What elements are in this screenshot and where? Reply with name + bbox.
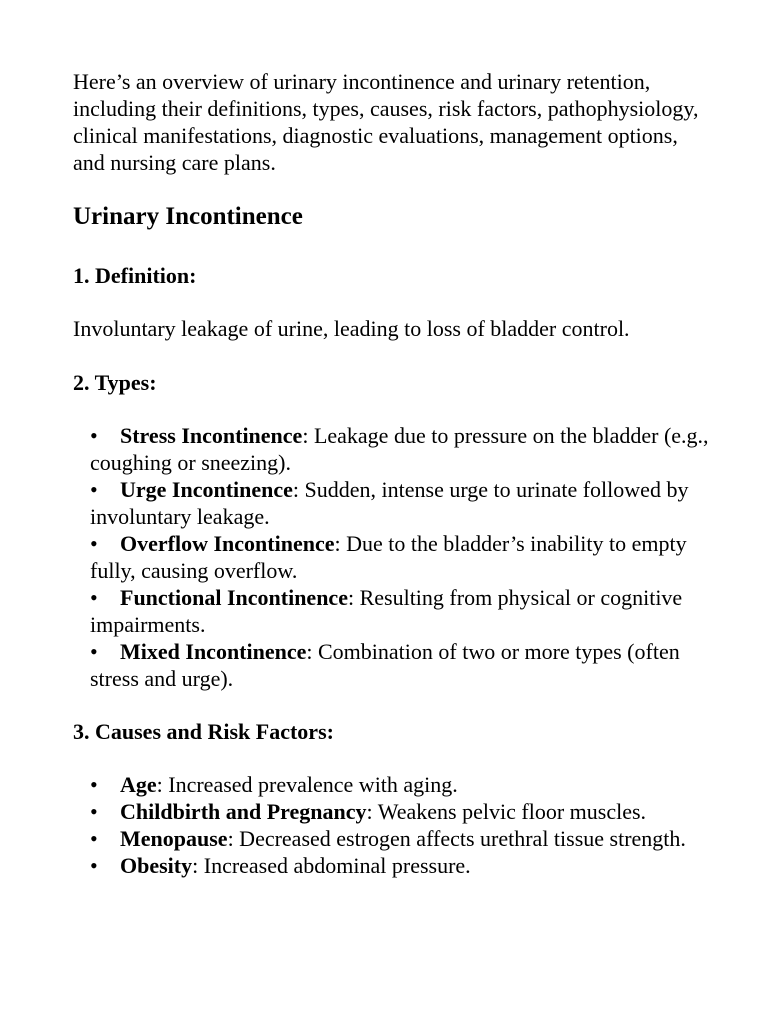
list-item-term: Stress Incontinence: [120, 423, 303, 448]
list-item-description: : Combination of two or more types (often stress and urge).: [90, 639, 680, 691]
causes-heading: 3. Causes and Risk Factors:: [73, 719, 334, 744]
list-item-term: Functional Incontinence: [120, 585, 348, 610]
bullet-icon: •: [90, 585, 98, 610]
list-item-description: : Leakage due to pressure on the bladder (e.g., coughing or sneezing).: [90, 423, 709, 475]
list-item-description: : Due to the bladder’s inability to empty fully, causing overflow.: [90, 531, 687, 583]
document-page: [73, 68, 713, 879]
list-item-term: Childbirth and Pregnancy: [120, 799, 367, 824]
types-heading: 2. Types:: [73, 370, 157, 395]
bullet-icon: •: [90, 826, 98, 851]
bullet-icon: •: [90, 477, 98, 502]
list-item-description: : Decreased estrogen affects urethral tissue strength.: [227, 826, 686, 851]
list-item: [90, 771, 712, 798]
list-item-term: Obesity: [120, 853, 193, 878]
bullet-icon: •: [90, 853, 98, 878]
list-item-term: Urge Incontinence: [120, 477, 293, 502]
list-item-description: : Resulting from physical or cognitive impairments.: [90, 585, 683, 637]
bullet-icon: •: [90, 799, 98, 824]
list-item-description: : Increased abdominal pressure.: [192, 853, 471, 878]
list-item: [90, 798, 712, 825]
bullet-icon: •: [90, 639, 98, 664]
list-item: [90, 422, 712, 476]
list-item: [90, 852, 712, 879]
causes-list: [90, 771, 712, 879]
list-item: [90, 530, 712, 584]
list-item: [90, 476, 712, 530]
bullet-icon: •: [90, 772, 98, 797]
intro-paragraph: Here’s an overview of urinary incontinence and urinary retention, including their definitions, types, causes, risk factors, pathophysiology, clinical manifestations, diagnostic evaluations, management options, and nursing care plans.: [73, 69, 699, 175]
bullet-icon: •: [90, 531, 98, 556]
list-item: [90, 638, 712, 692]
definition-heading: 1. Definition:: [73, 263, 197, 288]
list-item-description: : Increased prevalence with aging.: [156, 772, 458, 797]
list-item-term: Mixed Incontinence: [120, 639, 307, 664]
list-item-term: Menopause: [120, 826, 228, 851]
list-item: [90, 825, 712, 852]
list-item-description: : Weakens pelvic floor muscles.: [366, 799, 647, 824]
definition-text: Involuntary leakage of urine, leading to loss of bladder control.: [73, 316, 630, 341]
bullet-icon: •: [90, 423, 98, 448]
types-list: [90, 422, 712, 692]
list-item-description: : Sudden, intense urge to urinate followed by involuntary leakage.: [90, 477, 689, 529]
list-item-term: Age: [120, 772, 157, 797]
list-item: [90, 584, 712, 638]
section-title: Urinary Incontinence: [73, 203, 303, 230]
list-item-term: Overflow Incontinence: [120, 531, 335, 556]
